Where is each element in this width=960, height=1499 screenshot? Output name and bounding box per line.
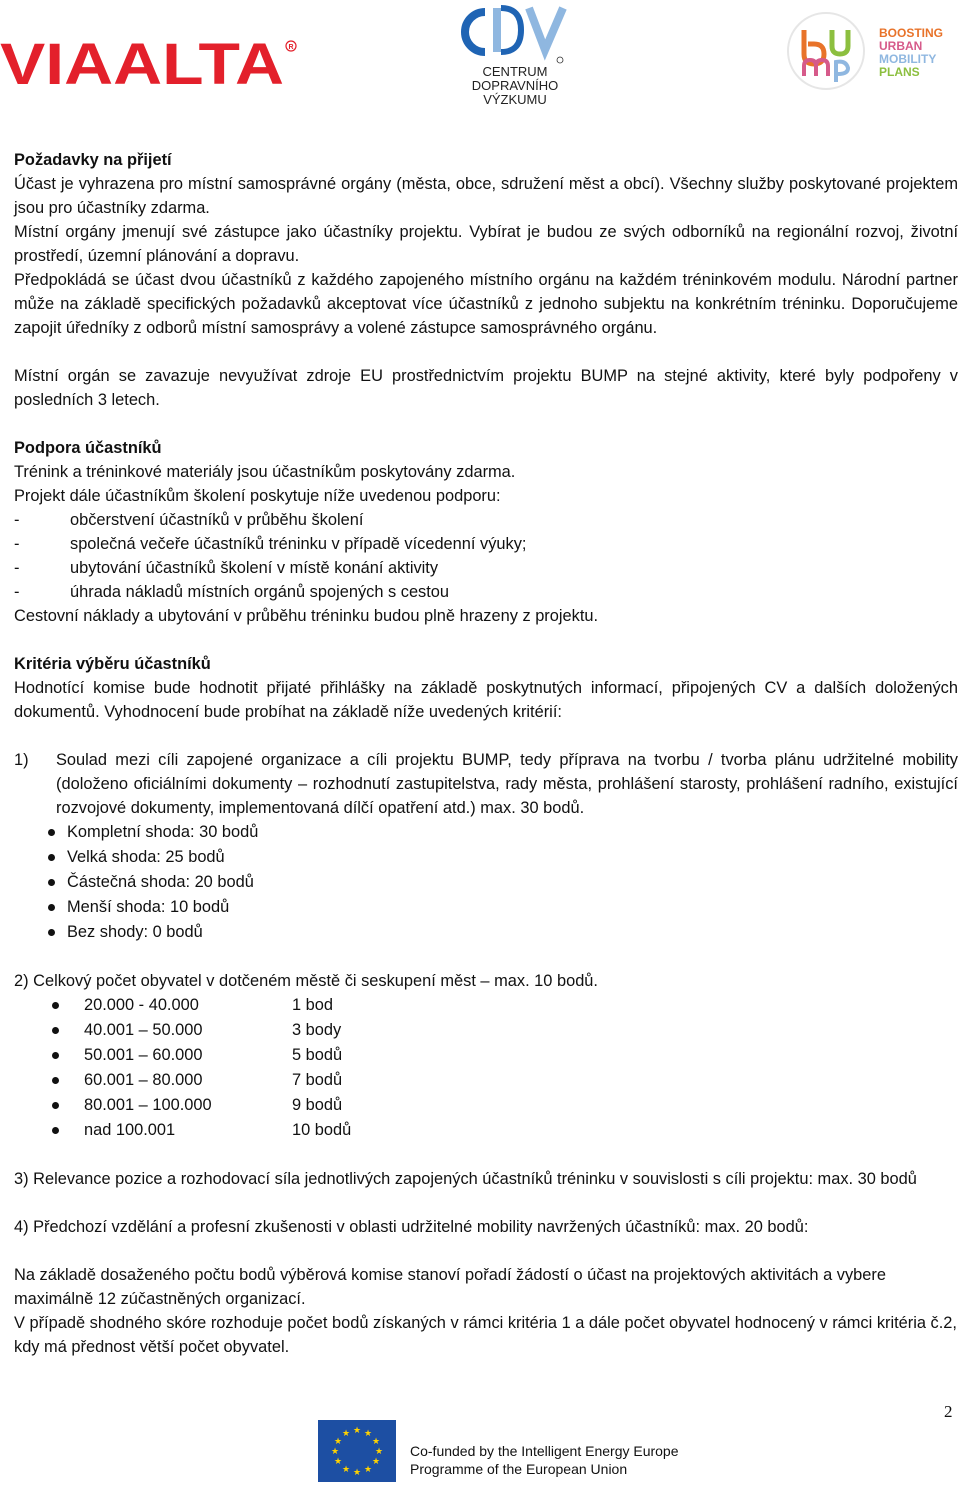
- cdv-logo-line-3: VÝZKUMU: [483, 92, 547, 107]
- svg-text:★: ★: [363, 1429, 373, 1439]
- criteria-intro: Hodnotící komise bude hodnotit přijaté přihlášky na základě poskytnutých informací, připojených CV a dalších doložených dokumentů. Vyhodnocení bude probíhat na základě níže uvedených kritérií:: [14, 679, 958, 721]
- list-item: [14, 1093, 958, 1118]
- criterion-1-scores: [14, 820, 958, 945]
- support-intro-1: Trénink a tréninkové materiály jsou účastníkům poskytovány zdarma.: [14, 463, 516, 481]
- criterion-2-scores: [14, 993, 958, 1143]
- population-range: 80.001 – 100.000: [84, 1096, 212, 1114]
- eu-funding-line-1: Co-funded by the Intelligent Energy Europe: [410, 1443, 679, 1459]
- population-points: 1 bod: [292, 996, 334, 1014]
- requirements-paragraph-3: Předpokládá se účast dvou účastníků z každého zapojeného místního orgánu na každém tréninkovém modulu. Národní partner může na základě specifických požadavků akceptovat více účastníků z jednoho subjektu na konkrétním tréninku. Doporučujeme zapojit úředníky z odborů místní samosprávy a volené zástupce samosprávného orgánu.: [14, 271, 958, 337]
- population-points: 5 bodů: [292, 1046, 343, 1064]
- criterion-1: [14, 748, 958, 820]
- list-item: Menší shoda: 10 bodů: [14, 895, 958, 920]
- requirements-paragraph-2: Místní orgány jmenují své zástupce jako účastníky projektu. Vybírat je budou ze svých odborníků na regionální rozvoj, životní prostředí, územní plánování a dopravu.: [14, 223, 958, 265]
- list-item: - ubytování účastníků školení v místě konání aktivity: [14, 556, 958, 580]
- support-outro: Cestovní náklady a ubytování v průběhu tréninku budou plně hrazeny z projektu.: [14, 607, 599, 625]
- svg-text:★: ★: [341, 1429, 351, 1439]
- eu-funding-line-2: Programme of the European Union: [410, 1461, 628, 1477]
- population-range: 40.001 – 50.000: [84, 1021, 203, 1039]
- bump-logo-line-3: MOBILITY: [879, 52, 937, 66]
- population-range: nad 100.001: [84, 1121, 176, 1139]
- bump-logo-line-4: PLANS: [879, 65, 920, 79]
- svg-text:★: ★: [363, 1465, 373, 1475]
- population-range: 20.000 - 40.000: [84, 996, 199, 1014]
- cdv-logo: [455, 4, 575, 112]
- support-list: [14, 508, 958, 604]
- list-item: - občerstvení účastníků v průběhu školení: [14, 508, 958, 532]
- section-heading-support: Podpora účastníků: [14, 439, 162, 457]
- list-item: [14, 993, 958, 1018]
- svg-text:★: ★: [371, 1437, 381, 1447]
- svg-text:★: ★: [374, 1447, 384, 1457]
- criterion-1-number: 1): [14, 751, 29, 769]
- list-item: [14, 1068, 958, 1093]
- list-item: Kompletní shoda: 30 bodů: [14, 820, 958, 845]
- criterion-2-text: 2) Celkový počet obyvatel v dotčeném městě či seskupení měst – max. 10 bodů.: [14, 972, 598, 990]
- population-range: 50.001 – 60.000: [84, 1046, 203, 1064]
- population-range: 60.001 – 80.000: [84, 1071, 203, 1089]
- bump-logo-line-2: URBAN: [879, 39, 923, 53]
- requirements-note: Místní orgán se zavazuje nevyužívat zdroje EU prostřednictvím projektu BUMP na stejné aktivity, které byly podpořeny v posledních 3 letech.: [14, 367, 958, 409]
- population-points: 9 bodů: [292, 1096, 343, 1114]
- bump-logo-line-1: BOOSTING: [879, 26, 944, 40]
- requirements-paragraph-1: Účast je vyhrazena pro místní samosprávné orgány (města, obce, sdružení měst a obcí). Všechny služby poskytované projektem jsou pro účastníky zdarma.: [14, 175, 958, 217]
- list-item: [14, 1018, 958, 1043]
- svg-text:★: ★: [352, 1468, 362, 1478]
- population-points: 7 bodů: [292, 1071, 343, 1089]
- section-heading-criteria: Kritéria výběru účastníků: [14, 655, 211, 673]
- svg-text:★: ★: [333, 1457, 343, 1467]
- svg-text:★: ★: [333, 1437, 343, 1447]
- list-item: Bez shody: 0 bodů: [14, 920, 958, 945]
- population-points: 10 bodů: [292, 1121, 352, 1139]
- criterion-3-text: 3) Relevance pozice a rozhodovací síla jednotlivých zapojených účastníků tréninku v souvislosti s cíli projektu: max. 30 bodů: [14, 1170, 917, 1188]
- viaalta-logo: [0, 38, 300, 90]
- svg-text:★: ★: [352, 1426, 362, 1436]
- page-number: 2: [944, 1402, 953, 1421]
- viaalta-logo-text: VIAALTA: [0, 38, 284, 90]
- cdv-logo-line-2: DOPRAVNÍHO: [471, 78, 559, 93]
- bump-logo: [780, 10, 960, 92]
- svg-text:★: ★: [330, 1447, 340, 1457]
- eu-flag-icon: [318, 1420, 396, 1482]
- population-points: 3 body: [292, 1021, 342, 1039]
- document-body: [14, 148, 958, 1359]
- eu-funding-text: [410, 1442, 679, 1478]
- svg-text:R: R: [288, 44, 294, 51]
- criterion-4-text: 4) Předchozí vzdělání a profesní zkušenosti v oblasti udržitelné mobility navržených účastníků: max. 20 bodů:: [14, 1218, 809, 1236]
- list-item: - úhrada nákladů místních orgánů spojených s cestou: [14, 580, 958, 604]
- criteria-closing-1: Na základě dosaženého počtu bodů výběrová komise stanoví pořadí žádostí o účast na projektových aktivitách a vybere maximálně 12 zúčastněných organizací.: [14, 1266, 886, 1308]
- svg-text:★: ★: [371, 1457, 381, 1467]
- svg-text:★: ★: [341, 1465, 351, 1475]
- support-intro-2: Projekt dále účastníkům školení poskytuje níže uvedenou podporu:: [14, 487, 501, 505]
- list-item: [14, 1118, 958, 1143]
- cdv-logo-line-1: CENTRUM: [482, 64, 548, 79]
- section-heading-requirements: Požadavky na přijetí: [14, 151, 172, 169]
- criterion-1-text: Soulad mezi cíli zapojené organizace a cíli projektu BUMP, tedy příprava na tvorbu / tvorba plánu udržitelné mobility (doloženo oficiálními dokumenty – rozhodnutí zastupitelstva, rady města, prohlášení starosty, prohlášení radního, existující rozvojové dokumenty, implementovaná dílčí opatření atd.) max. 30 bodů.: [56, 751, 958, 817]
- list-item: [14, 1043, 958, 1068]
- list-item: Velká shoda: 25 bodů: [14, 845, 958, 870]
- list-item: - společná večeře účastníků tréninku v případě vícedenní výuky;: [14, 532, 958, 556]
- criteria-closing-2: V případě shodného skóre rozhoduje počet bodů získaných v rámci kritéria 1 a dále počet obyvatel hodnocený v rámci kritéria č.2, kdy má přednost větší počet obyvatel.: [14, 1314, 957, 1356]
- list-item: Částečná shoda: 20 bodů: [14, 870, 958, 895]
